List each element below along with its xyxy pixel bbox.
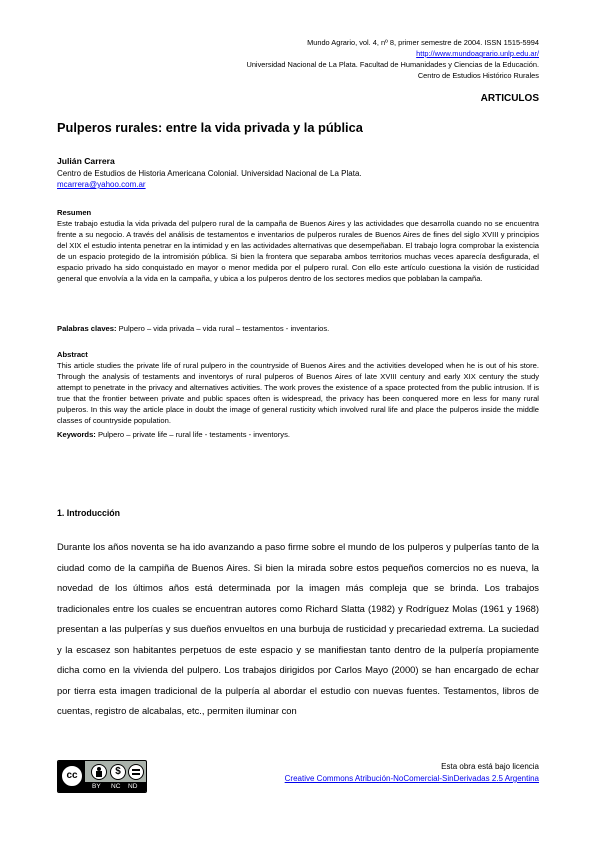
keywords-label: Keywords: <box>57 430 96 439</box>
cc-icon: cc <box>61 765 83 787</box>
keywords-text: Pulpero – private life – rural life - testaments - inventorys. <box>97 430 290 439</box>
author-name: Julián Carrera <box>57 156 115 166</box>
center-line: Centro de Estudios Histórico Rurales <box>417 71 539 80</box>
cc-badge-by-label: BY <box>92 783 101 790</box>
intro-text: Durante los años noventa se ha ido avanzando a paso firme sobre el mundo de los pulperos y pulperías tanto de la ciudad como de la campiña de Buenos Aires. Si bien la mirada sobre estos pequeños comercios no es nueva, la novedad de los últimos años está determinada por la imagen más compleja que se brinda. Los trabajos tradicionales entre los cuales se encuentran autores como Richard Slatta (1982) y Rodríguez Molas (1961 y 1968) presentan a las pulperías y sus dueños envueltos en una burbuja de rusticidad y precariedad extrema. La suciedad y la escasez son habitantes perpetuos de este espacio y se manifiestan tanto dentro de la pulpería propiamente dicha como en la vivienda del pulpero. Los trabajos dirigidos por Carlos Mayo (2000) se han encargado de echar por tierra esta imagen tradicional de la pulpería al abordar el estudio con nuevas fuentes. Testamentos, libros de cuentas, registro de alcabalas, etc., permiten iluminar con <box>57 541 539 716</box>
cc-badge-nc-label: NC <box>111 783 121 790</box>
abstract-text: This article studies the private life of rural pulpero in the countryside of Buenos Aires and the activities developed when he is out of his store. Through the analysis of testaments and inventorys of rural pulperos of Buenos Aires of late XVIII century and early XIX century the study attempt to penetrate in the privacy and alternatives activities. The work proves the existence of a space protected from the public intrusion. If is true that the frontier between private and public spaces often is widespread, the privacy has been conquered more en less for many rural pulperos. In this way the article place in doubt the image of general rusticity which involved rural life and place the pulperos inside the middle classes of countryside population. <box>57 361 539 425</box>
article-title: Pulperos rurales: entre la vida privada y la pública <box>57 120 363 135</box>
cc-badge-nd-label: ND <box>128 783 138 790</box>
license-link[interactable]: Creative Commons Atribución-NoComercial-SinDerivadas 2.5 Argentina <box>284 774 539 783</box>
keywords <box>57 430 539 441</box>
institution-line: Universidad Nacional de La Plata. Facultad de Humanidades y Ciencias de la Educación. <box>246 60 539 69</box>
author-email-link[interactable]: mcarrera@yahoo.com.ar <box>57 180 146 189</box>
intro-heading: 1. Introducción <box>57 508 121 518</box>
attribution-icon <box>91 764 107 780</box>
resumen-heading: Resumen <box>57 208 92 217</box>
license-line: Esta obra está bajo licencia <box>441 762 539 771</box>
palabras-clave <box>57 324 539 335</box>
journal-url-link[interactable]: http://www.mundoagrario.unlp.edu.ar/ <box>416 49 539 58</box>
palabras-clave-text: Pulpero – vida privada – vida rural – testamentos - inventarios. <box>118 324 330 333</box>
abstract-heading: Abstract <box>57 350 88 359</box>
cc-license-badge[interactable] <box>57 760 147 793</box>
section-label: ARTICULOS <box>480 93 539 104</box>
resumen-text: Este trabajo estudia la vida privada del pulpero rural de la campaña de Buenos Aires y las actividades que desarrolla cuando no se encuentra frente a su negocio. A través del análisis de testamentos e inventarios de pulperos rurales de Buenos Aires de fines del siglo XVIII y principios del XIX el estudio intenta penetrar en la intimidad y en las actividades alternativas que desempeñaban. El trabajo logra comprobar la existencia de un espacio protegido de la intromisión pública. Si bien la frontera que separaba ambos territorios muchas veces aparecía desfigurada, el espacio privado ha sido conquistado en mayor o menor medida por el pulpero rural. Con ello este artículo cuestiona la visión de rusticidad general que envolvía a la vida en la campaña, y ubica a los pulperos dentro de los sectores medios que poblaban la campaña. <box>57 219 539 283</box>
journal-line: Mundo Agrario, vol. 4, nº 8, primer semestre de 2004. ISSN 1515-5994 <box>307 38 539 47</box>
noncommercial-icon: $ <box>110 764 126 780</box>
noderivatives-icon <box>128 764 144 780</box>
author-affiliation: Centro de Estudios de Historia Americana Colonial. Universidad Nacional de La Plata. <box>57 169 362 178</box>
palabras-clave-label: Palabras claves: <box>57 324 117 333</box>
